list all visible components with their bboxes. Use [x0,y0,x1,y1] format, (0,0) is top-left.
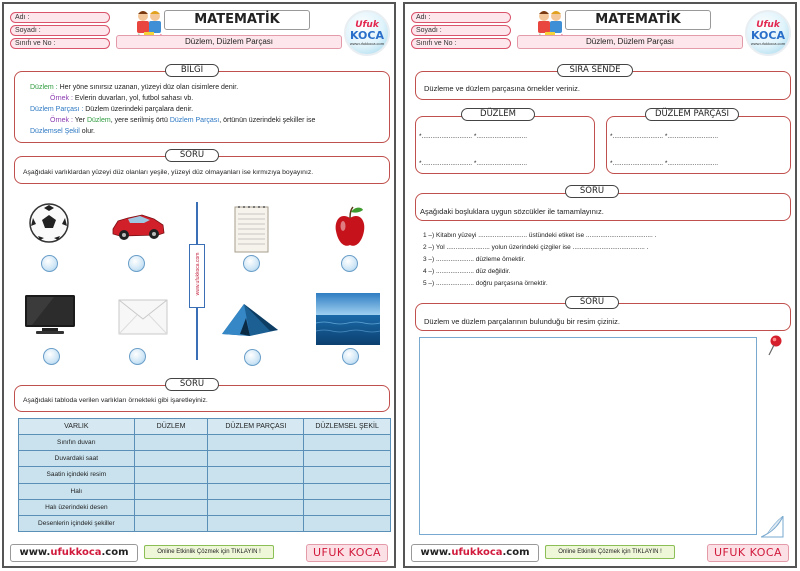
parca-dots-2[interactable]: *............................ *............................ [610,160,718,167]
table-row: Duvardaki saat [19,451,391,467]
tv-answer[interactable] [43,348,60,365]
ufuk-koca-logo: Ufuk KOCA www.ufukkoca.com [344,10,390,56]
drawing-area[interactable] [419,337,757,535]
class-number-field[interactable]: Sınıfı ve No : [411,38,511,49]
parca-dots-1[interactable]: *............................ *............................ [610,133,718,140]
name-field[interactable]: Adı : [10,12,110,23]
website-link[interactable]: www.ufukkoca.com [411,544,539,562]
soru-3-title: SORU [565,185,619,198]
classification-table [18,418,391,532]
soccer-ball-answer[interactable] [41,255,58,272]
bilgi-line-4: Örnek : Yer Düzlem, yere serilmiş örtü Düzlem Parçası, örtünün üzerindeki şekiller ise [50,117,316,124]
soccer-ball-icon [28,202,70,244]
page-subtitle: Düzlem, Düzlem Parçası [116,35,342,49]
bilgi-title: BİLGİ [165,64,219,77]
soru-4-title: SORU [565,296,619,309]
car-answer[interactable] [128,255,145,272]
ufuk-koca-logo: Ufuk KOCA www.ufukkoca.com [745,10,791,56]
website-link[interactable]: www.ufukkoca.com [10,544,138,562]
online-activity-button[interactable]: Online Etkinlik Çözmek için TIKLAYIN ! [144,545,274,559]
soru-2-text: Aşağıdaki tabloda verilen varlıkları örnekteki gibi işaretleyiniz. [23,397,208,404]
fill-line-1[interactable]: 1 –) Kitabın yüzeyi ........................... üstündeki etiket ise ..................................... . [423,232,657,239]
surname-field[interactable]: Soyadı : [411,25,511,36]
table-row: Halı [19,483,391,499]
apple-icon [333,204,367,250]
online-activity-button[interactable]: Online Etkinlik Çözmek için TIKLAYIN ! [545,545,675,559]
brand-badge: UFUK KOCA [306,544,388,562]
class-number-field[interactable]: Sınıfı ve No : [10,38,110,49]
watermark-text: www.ufukkoca.com [195,252,201,296]
soru-1-title: SORU [165,149,219,162]
tv-icon [24,294,76,336]
bilgi-line-5: Düzlemsel Şekil olur. [30,128,95,135]
fill-line-4[interactable]: 4 –) ..................... düz değildir. [423,268,511,275]
tent-answer[interactable] [244,349,261,366]
sira-sende-text: Düzleme ve düzlem parçasına örnekler veriniz. [424,84,580,93]
table-row: Desenlerin içindeki şekiller [19,515,391,531]
watermark-box [189,244,205,308]
brand-badge: UFUK KOCA [707,544,789,562]
notebook-answer[interactable] [243,255,260,272]
page-curl-icon [761,516,785,538]
apple-answer[interactable] [341,255,358,272]
tent-icon [220,300,282,338]
bilgi-line-2: Örnek : Evlerin duvarları, yol, futbol sahası vb. [50,95,194,102]
sea-icon [316,293,380,345]
bilgi-line-1: Düzlem : Her yöne sınırsız uzanan, yüzeyi düz olan cisimlere denir. [30,84,239,91]
sira-sende-title: SIRA SENDE [557,64,633,77]
col-varlik: VARLIK [19,419,135,435]
soru-1-text: Aşağıdaki varlıklardan yüzeyi düz olanları yeşile, yüzeyi düz olmayanları ise kırmızıya boyayınız. [23,169,314,176]
pushpin-icon [766,335,784,357]
soru-3-text: Aşağıdaki boşluklara uygun sözcükler ile tamamlayınız. [420,207,604,216]
duzlem-dots-2[interactable]: *............................ *............................ [419,160,527,167]
table-row: Halı üzerindeki desen [19,499,391,515]
envelope-answer[interactable] [129,348,146,365]
col-duzlemsel-sekil: DÜZLEMSEL ŞEKİL [304,419,391,435]
name-field[interactable]: Adı : [411,12,511,23]
page-title: MATEMATİK [565,10,711,30]
soru-2-title: SORU [165,378,219,391]
sea-answer[interactable] [342,348,359,365]
bilgi-line-3: Düzlem Parçası : Düzlem üzerindeki parçalara denir. [30,106,194,113]
fill-line-3[interactable]: 3 –) ..................... düzleme örnektir. [423,256,526,263]
table-row: Sınıfın duvarı [19,435,391,451]
worksheet-page-right [403,2,797,568]
duzlem-dots-1[interactable]: *............................ *............................ [419,133,527,140]
fill-line-5[interactable]: 5 –) ..................... doğru parçasına örnektir. [423,280,548,287]
surname-field[interactable]: Soyadı : [10,25,110,36]
col-duzlem: DÜZLEM [134,419,208,435]
notebook-icon [232,204,270,254]
duzlem-title: DÜZLEM [461,108,535,121]
soru-4-text: Düzlem ve düzlem parçalarının bulunduğu bir resim çiziniz. [424,317,620,326]
page-title: MATEMATİK [164,10,310,30]
col-duzlem-parcasi: DÜZLEM PARÇASI [208,419,304,435]
duzlem-parcasi-title: DÜZLEM PARÇASI [645,108,739,121]
envelope-icon [118,299,168,335]
worksheet-page-left [2,2,396,568]
car-icon [110,209,166,241]
page-subtitle: Düzlem, Düzlem Parçası [517,35,743,49]
fill-line-2[interactable]: 2 –) Yol ........................ yolun üzerindeki çizgiler ise ........................................ . [423,244,649,251]
table-row: Saatin içindeki resim [19,467,391,483]
